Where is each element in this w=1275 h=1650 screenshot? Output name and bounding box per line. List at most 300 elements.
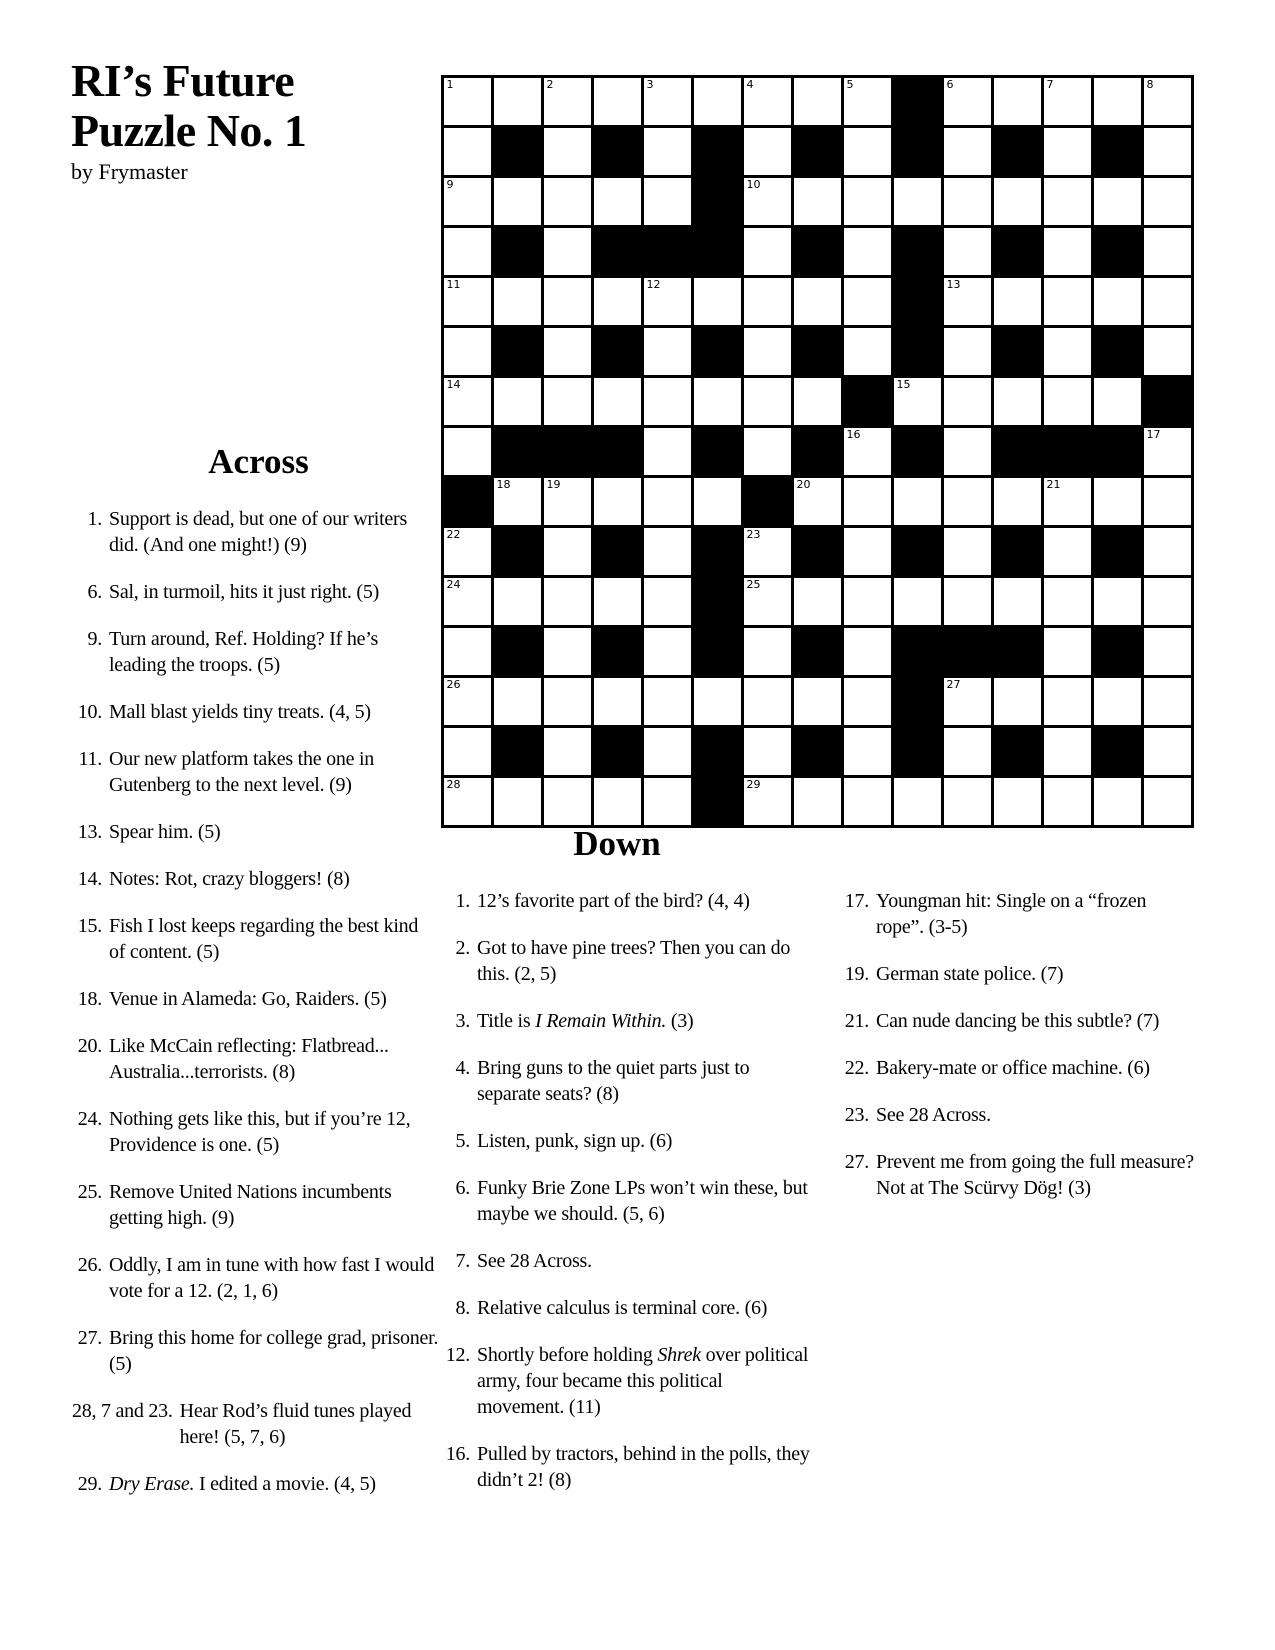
black-cell bbox=[794, 128, 842, 176]
letter-cell[interactable] bbox=[444, 278, 492, 326]
clue-text-segment: See 28 Across. bbox=[876, 1104, 991, 1126]
clue-text bbox=[477, 888, 812, 914]
letter-cell[interactable] bbox=[544, 678, 592, 726]
letter-cell[interactable] bbox=[594, 778, 642, 826]
letter-cell[interactable] bbox=[494, 78, 542, 126]
letter-cell[interactable] bbox=[644, 628, 692, 676]
black-cell bbox=[694, 228, 742, 276]
clue-item bbox=[437, 888, 812, 914]
clue-text bbox=[477, 935, 812, 987]
letter-cell[interactable] bbox=[1144, 128, 1192, 176]
letter-cell[interactable] bbox=[644, 178, 692, 226]
letter-cell[interactable] bbox=[494, 478, 542, 526]
black-cell bbox=[894, 428, 942, 476]
letter-cell[interactable] bbox=[1094, 278, 1142, 326]
letter-cell[interactable] bbox=[1044, 528, 1092, 576]
letter-cell[interactable] bbox=[644, 278, 692, 326]
black-cell bbox=[694, 578, 742, 626]
letter-cell[interactable] bbox=[644, 328, 692, 376]
letter-cell[interactable] bbox=[744, 728, 792, 776]
clue-item bbox=[836, 1055, 1198, 1081]
letter-cell[interactable] bbox=[544, 378, 592, 426]
black-cell bbox=[1094, 128, 1142, 176]
black-cell bbox=[594, 528, 642, 576]
letter-cell[interactable] bbox=[994, 178, 1042, 226]
letter-cell[interactable] bbox=[544, 728, 592, 776]
letter-cell[interactable] bbox=[744, 578, 792, 626]
letter-cell[interactable] bbox=[944, 678, 992, 726]
letter-cell[interactable] bbox=[994, 78, 1042, 126]
clue-text bbox=[876, 1055, 1198, 1081]
clue-item bbox=[437, 1175, 812, 1227]
cell-number: 28 bbox=[446, 777, 461, 791]
letter-cell[interactable] bbox=[994, 778, 1042, 826]
letter-cell[interactable] bbox=[844, 578, 892, 626]
black-cell bbox=[494, 128, 542, 176]
black-cell bbox=[694, 128, 742, 176]
across-clue-list bbox=[72, 506, 445, 1497]
letter-cell[interactable] bbox=[944, 728, 992, 776]
letter-cell[interactable] bbox=[1094, 778, 1142, 826]
letter-cell[interactable] bbox=[494, 378, 542, 426]
letter-cell[interactable] bbox=[1044, 278, 1092, 326]
letter-cell[interactable] bbox=[744, 428, 792, 476]
clue-text-segment: Oddly, I am in tune with how fast I would vote for a 12. (2, 1, 6) bbox=[109, 1254, 435, 1302]
letter-cell[interactable] bbox=[1044, 728, 1092, 776]
letter-cell[interactable] bbox=[1044, 678, 1092, 726]
letter-cell[interactable] bbox=[444, 578, 492, 626]
black-cell bbox=[594, 628, 642, 676]
clue-item bbox=[437, 1295, 812, 1321]
letter-cell[interactable] bbox=[944, 428, 992, 476]
letter-cell[interactable] bbox=[844, 128, 892, 176]
letter-cell[interactable] bbox=[844, 428, 892, 476]
letter-cell[interactable] bbox=[994, 578, 1042, 626]
letter-cell[interactable] bbox=[1094, 678, 1142, 726]
clue-number: 15. bbox=[77, 915, 102, 937]
down-section-header bbox=[437, 824, 797, 864]
clue-text-segment: Shortly before holding bbox=[477, 1344, 658, 1366]
letter-cell[interactable] bbox=[1144, 728, 1192, 776]
clue-item bbox=[72, 913, 445, 965]
black-cell bbox=[1094, 628, 1142, 676]
letter-cell[interactable] bbox=[944, 478, 992, 526]
letter-cell[interactable] bbox=[694, 678, 742, 726]
cell-number: 14 bbox=[446, 377, 461, 391]
clue-number: 29. bbox=[77, 1473, 102, 1495]
black-cell bbox=[694, 628, 742, 676]
clue-item bbox=[437, 1055, 812, 1107]
clue-number: 4. bbox=[455, 1057, 470, 1079]
letter-cell[interactable] bbox=[794, 178, 842, 226]
letter-cell[interactable] bbox=[944, 278, 992, 326]
clue-text bbox=[876, 1149, 1198, 1201]
clue-item bbox=[836, 1149, 1198, 1201]
letter-cell[interactable] bbox=[944, 78, 992, 126]
black-cell bbox=[1044, 428, 1092, 476]
letter-cell[interactable] bbox=[644, 528, 692, 576]
cell-number: 22 bbox=[446, 527, 461, 541]
letter-cell[interactable] bbox=[694, 378, 742, 426]
black-cell bbox=[694, 328, 742, 376]
letter-cell[interactable] bbox=[894, 778, 942, 826]
cell-number: 23 bbox=[746, 527, 761, 541]
clue-item bbox=[836, 888, 1198, 940]
letter-cell[interactable] bbox=[794, 78, 842, 126]
clue-item bbox=[72, 1398, 445, 1450]
letter-cell[interactable] bbox=[644, 428, 692, 476]
clue-item bbox=[437, 1441, 812, 1493]
letter-cell[interactable] bbox=[494, 278, 542, 326]
clue-text bbox=[109, 1179, 439, 1231]
letter-cell[interactable] bbox=[644, 778, 692, 826]
letter-cell[interactable] bbox=[644, 128, 692, 176]
cell-number: 17 bbox=[1146, 427, 1161, 441]
clue-item bbox=[72, 699, 445, 725]
letter-cell[interactable] bbox=[1144, 778, 1192, 826]
clue-item bbox=[72, 1033, 445, 1085]
letter-cell[interactable] bbox=[544, 328, 592, 376]
clue-number: 7. bbox=[455, 1250, 470, 1272]
cell-number: 25 bbox=[746, 577, 761, 591]
letter-cell[interactable] bbox=[1094, 178, 1142, 226]
letter-cell[interactable] bbox=[744, 628, 792, 676]
letter-cell[interactable] bbox=[844, 628, 892, 676]
letter-cell[interactable] bbox=[794, 578, 842, 626]
letter-cell[interactable] bbox=[744, 778, 792, 826]
clue-text-segment: Youngman hit: Single on a “frozen rope”. (3-5) bbox=[876, 890, 1147, 938]
letter-cell[interactable] bbox=[494, 778, 542, 826]
letter-cell[interactable] bbox=[494, 178, 542, 226]
letter-cell[interactable] bbox=[794, 378, 842, 426]
clue-number: 24. bbox=[77, 1108, 102, 1130]
letter-cell[interactable] bbox=[644, 378, 692, 426]
black-cell bbox=[994, 428, 1042, 476]
black-cell bbox=[994, 228, 1042, 276]
letter-cell[interactable] bbox=[744, 678, 792, 726]
letter-cell[interactable] bbox=[944, 328, 992, 376]
black-cell bbox=[894, 728, 942, 776]
clue-item bbox=[437, 1248, 812, 1274]
letter-cell[interactable] bbox=[1144, 428, 1192, 476]
clue-text bbox=[180, 1398, 445, 1450]
letter-cell[interactable] bbox=[544, 528, 592, 576]
clue-text-segment: Sal, in turmoil, hits it just right. (5) bbox=[109, 581, 379, 603]
black-cell bbox=[594, 128, 642, 176]
letter-cell[interactable] bbox=[994, 378, 1042, 426]
black-cell bbox=[794, 728, 842, 776]
letter-cell[interactable] bbox=[1044, 378, 1092, 426]
letter-cell[interactable] bbox=[894, 578, 942, 626]
letter-cell[interactable] bbox=[944, 378, 992, 426]
letter-cell[interactable] bbox=[644, 678, 692, 726]
letter-cell[interactable] bbox=[794, 278, 842, 326]
letter-cell[interactable] bbox=[594, 78, 642, 126]
letter-cell[interactable] bbox=[594, 478, 642, 526]
letter-cell[interactable] bbox=[744, 528, 792, 576]
letter-cell[interactable] bbox=[944, 228, 992, 276]
letter-cell[interactable] bbox=[844, 678, 892, 726]
letter-cell[interactable] bbox=[894, 178, 942, 226]
letter-cell[interactable] bbox=[544, 128, 592, 176]
letter-cell[interactable] bbox=[444, 78, 492, 126]
letter-cell[interactable] bbox=[644, 578, 692, 626]
clue-text-segment: Prevent me from going the full measure? Not at The Scürvy Dög! (3) bbox=[876, 1151, 1194, 1199]
clue-item bbox=[72, 579, 445, 605]
letter-cell[interactable] bbox=[794, 678, 842, 726]
letter-cell[interactable] bbox=[894, 478, 942, 526]
letter-cell[interactable] bbox=[544, 478, 592, 526]
letter-cell[interactable] bbox=[1044, 228, 1092, 276]
clue-item bbox=[72, 819, 445, 845]
letter-cell[interactable] bbox=[1094, 478, 1142, 526]
letter-cell[interactable] bbox=[594, 378, 642, 426]
clue-item bbox=[72, 1252, 445, 1304]
letter-cell[interactable] bbox=[744, 228, 792, 276]
letter-cell[interactable] bbox=[444, 178, 492, 226]
letter-cell[interactable] bbox=[994, 278, 1042, 326]
letter-cell[interactable] bbox=[444, 128, 492, 176]
clue-item bbox=[437, 1128, 812, 1154]
clue-item bbox=[836, 961, 1198, 987]
clue-text bbox=[109, 986, 439, 1012]
letter-cell[interactable] bbox=[594, 278, 642, 326]
black-cell bbox=[594, 228, 642, 276]
letter-cell[interactable] bbox=[744, 78, 792, 126]
clue-number: 23. bbox=[844, 1104, 869, 1126]
letter-cell[interactable] bbox=[1044, 78, 1092, 126]
letter-cell[interactable] bbox=[844, 228, 892, 276]
letter-cell[interactable] bbox=[1094, 578, 1142, 626]
cell-number: 18 bbox=[496, 477, 511, 491]
letter-cell[interactable] bbox=[744, 178, 792, 226]
letter-cell[interactable] bbox=[844, 78, 892, 126]
letter-cell[interactable] bbox=[1044, 478, 1092, 526]
clue-number: 5. bbox=[455, 1130, 470, 1152]
letter-cell[interactable] bbox=[1094, 78, 1142, 126]
letter-cell[interactable] bbox=[844, 728, 892, 776]
letter-cell[interactable] bbox=[1044, 178, 1092, 226]
letter-cell[interactable] bbox=[594, 678, 642, 726]
black-cell bbox=[1094, 328, 1142, 376]
crossword-grid bbox=[441, 75, 1194, 828]
black-cell bbox=[594, 728, 642, 776]
across-heading: Across bbox=[208, 442, 309, 481]
letter-cell[interactable] bbox=[844, 478, 892, 526]
letter-cell[interactable] bbox=[994, 478, 1042, 526]
clue-text-segment: Listen, punk, sign up. (6) bbox=[477, 1130, 673, 1152]
cell-number: 8 bbox=[1146, 77, 1154, 91]
letter-cell[interactable] bbox=[1044, 778, 1092, 826]
black-cell bbox=[494, 228, 542, 276]
clue-text-segment: Like McCain reflecting: Flatbread... Australia...terrorists. (8) bbox=[109, 1035, 389, 1083]
clue-text bbox=[477, 1342, 812, 1420]
letter-cell[interactable] bbox=[1044, 328, 1092, 376]
letter-cell[interactable] bbox=[844, 178, 892, 226]
byline: by Frymaster bbox=[71, 159, 188, 184]
letter-cell[interactable] bbox=[444, 678, 492, 726]
letter-cell[interactable] bbox=[1144, 228, 1192, 276]
letter-cell[interactable] bbox=[1144, 678, 1192, 726]
clue-text bbox=[477, 1128, 812, 1154]
letter-cell[interactable] bbox=[994, 678, 1042, 726]
clue-text bbox=[109, 746, 439, 798]
clue-text-segment: Bring this home for college grad, prisoner. (5) bbox=[109, 1327, 439, 1375]
black-cell bbox=[894, 528, 942, 576]
letter-cell[interactable] bbox=[544, 228, 592, 276]
clue-item bbox=[72, 746, 445, 798]
black-cell bbox=[494, 728, 542, 776]
letter-cell[interactable] bbox=[644, 728, 692, 776]
letter-cell[interactable] bbox=[1094, 378, 1142, 426]
letter-cell[interactable] bbox=[744, 378, 792, 426]
letter-cell[interactable] bbox=[844, 528, 892, 576]
letter-cell[interactable] bbox=[1044, 578, 1092, 626]
clue-text-segment: 12’s favorite part of the bird? (4, 4) bbox=[477, 890, 750, 912]
letter-cell[interactable] bbox=[644, 78, 692, 126]
cell-number: 21 bbox=[1046, 477, 1061, 491]
clue-number: 6. bbox=[87, 581, 102, 603]
clue-item bbox=[437, 1008, 812, 1034]
letter-cell[interactable] bbox=[444, 728, 492, 776]
clue-text bbox=[477, 1008, 812, 1034]
title-line-2: Puzzle No. 1 bbox=[71, 105, 307, 156]
cell-number: 10 bbox=[746, 177, 761, 191]
letter-cell[interactable] bbox=[544, 178, 592, 226]
letter-cell[interactable] bbox=[1144, 328, 1192, 376]
black-cell bbox=[994, 128, 1042, 176]
letter-cell[interactable] bbox=[1144, 278, 1192, 326]
clue-number: 25. bbox=[77, 1181, 102, 1203]
letter-cell[interactable] bbox=[444, 778, 492, 826]
black-cell bbox=[894, 628, 942, 676]
letter-cell[interactable] bbox=[444, 628, 492, 676]
clue-item bbox=[836, 1008, 1198, 1034]
clue-text-segment: Bring guns to the quiet parts just to separate seats? (8) bbox=[477, 1057, 750, 1105]
letter-cell[interactable] bbox=[844, 778, 892, 826]
clue-text bbox=[876, 1102, 1198, 1128]
letter-cell[interactable] bbox=[494, 578, 542, 626]
letter-cell[interactable] bbox=[694, 278, 742, 326]
letter-cell[interactable] bbox=[1144, 628, 1192, 676]
letter-cell[interactable] bbox=[444, 328, 492, 376]
letter-cell[interactable] bbox=[744, 328, 792, 376]
letter-cell[interactable] bbox=[544, 578, 592, 626]
clue-text bbox=[477, 1441, 812, 1493]
cell-number: 19 bbox=[546, 477, 561, 491]
letter-cell[interactable] bbox=[744, 278, 792, 326]
letter-cell[interactable] bbox=[444, 378, 492, 426]
letter-cell[interactable] bbox=[694, 78, 742, 126]
black-cell bbox=[694, 528, 742, 576]
clue-text bbox=[876, 1008, 1198, 1034]
black-cell bbox=[994, 628, 1042, 676]
letter-cell[interactable] bbox=[444, 228, 492, 276]
letter-cell[interactable] bbox=[894, 378, 942, 426]
letter-cell[interactable] bbox=[594, 178, 642, 226]
letter-cell[interactable] bbox=[594, 578, 642, 626]
letter-cell[interactable] bbox=[494, 678, 542, 726]
down-clue-list-left bbox=[437, 888, 812, 1514]
clue-text bbox=[109, 626, 439, 678]
letter-cell[interactable] bbox=[444, 428, 492, 476]
clue-number: 13. bbox=[77, 821, 102, 843]
cell-number: 20 bbox=[796, 477, 811, 491]
letter-cell[interactable] bbox=[844, 278, 892, 326]
letter-cell[interactable] bbox=[544, 278, 592, 326]
letter-cell[interactable] bbox=[794, 478, 842, 526]
cell-number: 24 bbox=[446, 577, 461, 591]
cell-number: 7 bbox=[1046, 77, 1054, 91]
black-cell bbox=[794, 328, 842, 376]
black-cell bbox=[594, 428, 642, 476]
clue-text-italic: Shrek bbox=[657, 1344, 701, 1366]
clue-text-segment: Title is bbox=[477, 1010, 536, 1032]
letter-cell[interactable] bbox=[544, 78, 592, 126]
clue-text-segment: Bakery-mate or office machine. (6) bbox=[876, 1057, 1150, 1079]
letter-cell[interactable] bbox=[794, 778, 842, 826]
black-cell bbox=[494, 528, 542, 576]
black-cell bbox=[894, 228, 942, 276]
letter-cell[interactable] bbox=[1144, 528, 1192, 576]
letter-cell[interactable] bbox=[644, 478, 692, 526]
cell-number: 5 bbox=[846, 77, 854, 91]
letter-cell[interactable] bbox=[1144, 78, 1192, 126]
clue-number: 1. bbox=[455, 890, 470, 912]
clue-text-segment: Relative calculus is terminal core. (6) bbox=[477, 1297, 768, 1319]
clue-text-segment: (3) bbox=[666, 1010, 694, 1032]
black-cell bbox=[694, 728, 742, 776]
letter-cell[interactable] bbox=[944, 178, 992, 226]
clue-number: 8. bbox=[455, 1297, 470, 1319]
clue-number: 27. bbox=[844, 1151, 869, 1173]
clue-number: 28, 7 and 23. bbox=[72, 1400, 173, 1422]
clue-text bbox=[109, 1106, 439, 1158]
letter-cell[interactable] bbox=[944, 578, 992, 626]
black-cell bbox=[944, 628, 992, 676]
letter-cell[interactable] bbox=[1144, 178, 1192, 226]
black-cell bbox=[594, 328, 642, 376]
letter-cell[interactable] bbox=[1144, 578, 1192, 626]
cell-number: 11 bbox=[446, 277, 461, 291]
black-cell bbox=[694, 428, 742, 476]
black-cell bbox=[894, 278, 942, 326]
letter-cell[interactable] bbox=[844, 328, 892, 376]
letter-cell[interactable] bbox=[944, 128, 992, 176]
letter-cell[interactable] bbox=[544, 778, 592, 826]
letter-cell[interactable] bbox=[1144, 478, 1192, 526]
letter-cell[interactable] bbox=[1044, 128, 1092, 176]
clue-text bbox=[109, 1325, 439, 1377]
black-cell bbox=[994, 528, 1042, 576]
cell-number: 27 bbox=[946, 677, 961, 691]
black-cell bbox=[494, 328, 542, 376]
letter-cell[interactable] bbox=[1044, 628, 1092, 676]
black-cell bbox=[694, 178, 742, 226]
letter-cell[interactable] bbox=[944, 528, 992, 576]
clue-number: 3. bbox=[455, 1010, 470, 1032]
clue-text-segment: Nothing gets like this, but if you’re 12, Providence is one. (5) bbox=[109, 1108, 411, 1156]
letter-cell[interactable] bbox=[444, 528, 492, 576]
black-cell bbox=[844, 378, 892, 426]
letter-cell[interactable] bbox=[744, 128, 792, 176]
clue-text-segment: Spear him. (5) bbox=[109, 821, 221, 843]
page-title bbox=[71, 56, 306, 156]
letter-cell[interactable] bbox=[544, 628, 592, 676]
letter-cell[interactable] bbox=[694, 478, 742, 526]
clue-text bbox=[876, 888, 1198, 940]
letter-cell[interactable] bbox=[944, 778, 992, 826]
